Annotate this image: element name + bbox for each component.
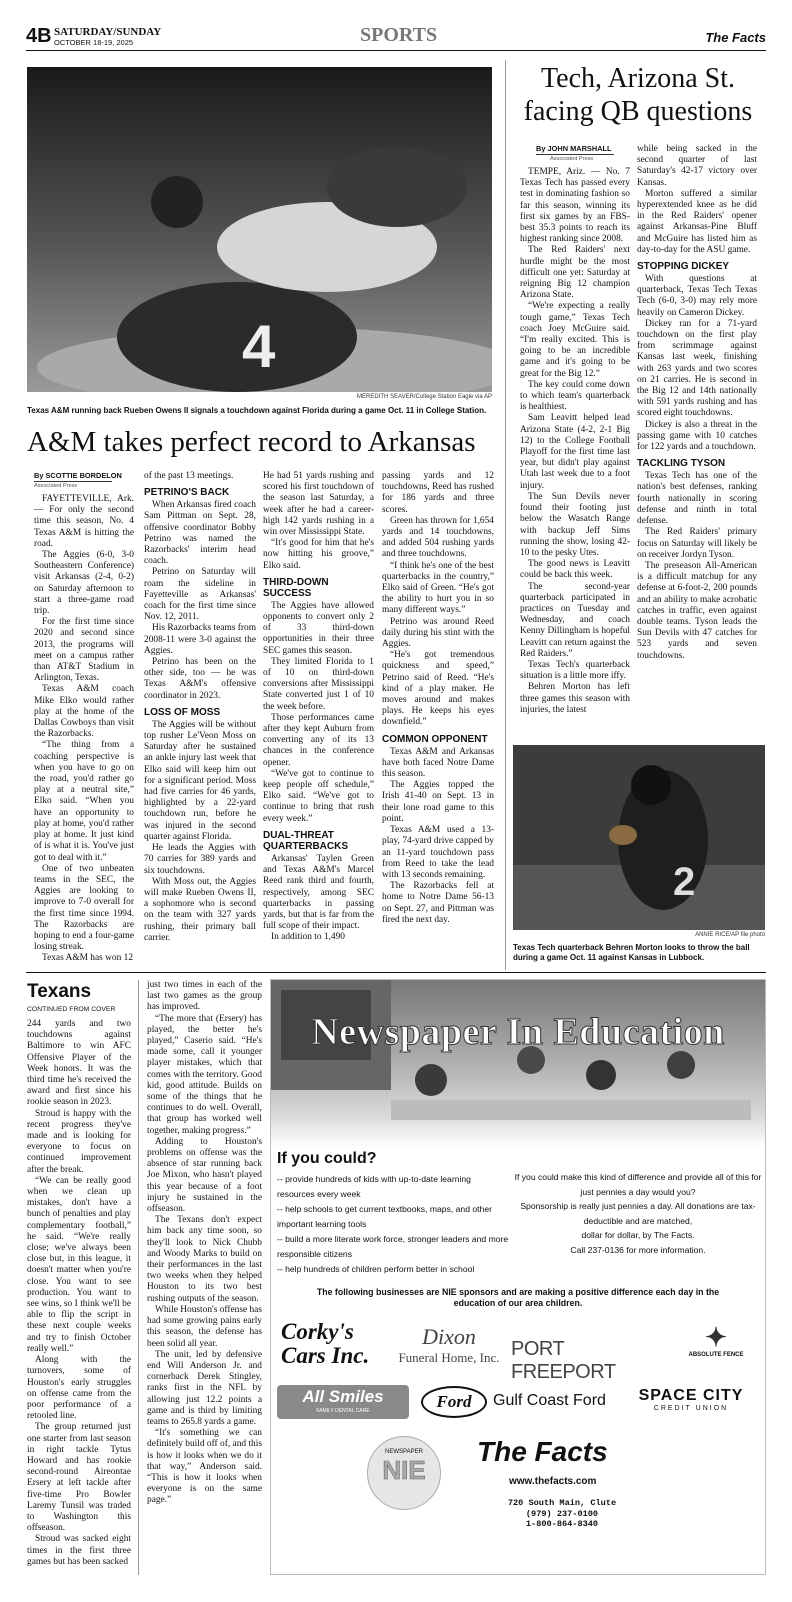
paragraph: Adding to Houston's problems on offense was the absence of star running back Joe Mixon, who hasn't played this year because of a foot injury he sustained in the offseason. [147,1136,262,1215]
phone-2: 1-800-864-8340 [525,1519,599,1529]
main-photo-caption: Texas A&M running back Rueben Owens II signals a touchdown against Florida during a game Oct. 11 in College Station. [27,406,487,415]
subhead: PETRINO'S BACK [144,487,230,499]
tech-column-1 [520,144,630,716]
paragraph: One of two unbeaten teams in the SEC, the Aggies are looking to improve to 7-0 overall for the first time since 1994. The Razorbacks are hoping to end a four-game losing streak. [34,863,134,953]
header-rule [26,50,766,51]
subhead: THIRD-DOWN SUCCESS [263,576,329,599]
all-smiles-logo [277,1385,409,1419]
nie-bullet: -- help schools to get current textbooks, maps, and other important learning tools [277,1204,492,1229]
continued-label: CONTINUED FROM COVER [27,1006,116,1013]
svg-text:2: 2 [673,860,696,904]
paragraph: The good news is Leavitt could be back this week. [520,559,630,581]
paragraph: The Sun Devils never found their footing just below the Wasatch Range with backup Jeff Sims running the show, losing 42-10 to the pesky Utes. [520,491,630,558]
classroom-image [271,980,765,1148]
sponsors-intro: The following businesses are NIE sponsors and are making a positive difference each day in the education of our area children. [316,1287,720,1308]
gulf-coast-ford-logo: Gulf Coast Ford [493,1392,606,1409]
paragraph: Texas A&M and Arkansas have both faced Notre Dame this season. [382,746,494,780]
nie-logo [367,1436,441,1510]
space-city-text: SPACE CITY [638,1387,744,1404]
corkys-line-1: Corky's [281,1319,354,1344]
subhead: TACKLING TYSON [637,458,726,470]
all-smiles-text: All Smiles [302,1387,384,1406]
paragraph: Behren Morton has left three games this season with injuries, the latest [520,682,630,715]
subhead: DUAL-THREAT QUARTERBACKS [263,829,348,852]
paragraph: FAYETTEVILLE, Ark. — For only the second time this season, No. 4 Texas A&M is hitting the road. [34,494,134,549]
section-name: SPORTS [360,24,438,46]
nie-bullets [277,1172,509,1277]
paragraph: Texas Tech has one of the nation's best defenses, ranking fourth nationally in scoring defense and ninth in total defense. [637,471,757,527]
paragraph: of the past 13 meetings. [144,471,234,481]
paragraph: With Moss out, the Aggies will make Rueben Owens II, a sophomore who is second on the team with 327 yards rushing, their primary ball carrier. [144,876,256,943]
corkys-line-2: Cars Inc. [281,1343,370,1368]
all-smiles-sub: FAMILY DENTAL CARE [316,1408,370,1414]
nie-right-line: Call 237-0136 for more information. [570,1244,706,1255]
nie-title: Newspaper In Education [311,1011,725,1053]
the-facts-logo: The Facts [477,1436,608,1467]
paragraph: For the first time since 2020 and second since 2013, the programs will meet on a campus rather than AT&T Stadium in Arlington, Texas. [34,617,134,684]
paragraph: In addition to 1,490 [271,932,345,943]
paragraph: The unit, led by defensive end Will Anderson Jr. and cornerback Derek Stingley, ranks first in the NFL by allowing just 12.2 points a game and is third by limiting teams to 265.8 yards a game. [147,1349,262,1427]
paragraph: The Razorbacks fell at home to Notre Dame 56-13 on Sept. 27, and Pittman was fired the next day. [382,881,494,925]
paragraph: Morton suffered a similar hyperextended knee as he did in the Red Raiders' opener against Arkansas-Pine Bluff and McGuire has listed him as day-to-day for the ASU game. [637,188,757,255]
paragraph: Petrino on Saturday will roam the sideline in Fayetteville as Arkansas' coach for the first time since Nov. 12, 2011. [144,567,256,623]
paragraph: Green has thrown for 1,654 yards and 14 touchdowns, and added 504 rushing yards and three touchdowns. [382,515,494,560]
paragraph: Sam Leavitt helped lead Arizona State (4-2, 2-1 Big 12) to the College Football Playoff for the first time last year, but didn't play against Utah last week due to a foot injury. [520,413,630,491]
paragraph: The Red Raiders' primary focus on Saturday will likely be on receiver Jordyn Tyson. [637,527,757,560]
subhead: LOSS OF MOSS [144,706,221,718]
paragraph: With questions at quarterback, Texas Tech Texas Tech (6-0, 3-0) may rely more heavily on Cameron Dickey. [637,274,757,318]
paragraph: TEMPE, Ariz. — No. 7 Texas Tech has passed every test in dominating fashion so far this season, winning its first six games by an FBS-best 35.3 points to reach its highest ranking since 2008. [520,167,630,245]
paragraph: The group returned just one starter from last season in right tackle Tytus Howard and has rookie second-round Aireontae Ersery at left tackle after five-time Pro Bowler Laremy Tunsil was traded to Washington this offseason. [27,1422,131,1534]
paragraph: passing yards and 12 touchdowns, Reed has rushed for 186 yards and three scores. [382,471,494,515]
header-date: OCTOBER 18-19, 2025 [54,38,134,47]
nie-question: If you could? [277,1150,377,1167]
tech-byline: By JOHN MARSHALL [536,144,612,153]
tech-headline [510,62,766,128]
paragraph: When Arkansas fired coach Sam Pittman on Sept. 28, offensive coordinator Bobby Petrino was named the Razorbacks' interim head coach. [144,500,256,567]
paragraph: “The thing from a coaching perspective is when you have to go on the road, you'd rather go play at a neutral site,” Elko said. “When you have an opportunity to play at home, you'd rather play at home. It just kind of is what it is. You've just got to deal with it.” [34,740,134,863]
main-photo-credit: MEREDITH SEAVER/College Station Eagle via AP [357,394,492,400]
paper-logo: The Facts [705,30,766,45]
am-column-4 [382,471,494,926]
page-number: 4B [26,25,52,47]
am-column-3 [263,471,374,944]
paragraph: Stroud was sacked eight times in the first three games but has been sacked [27,1534,131,1567]
phone-1: (979) 237-0100 [525,1508,599,1519]
paragraph: “The more that (Ersery) has played, the better he's played,” Caserio said. “He's made some, call it younger player mistakes, which that comes with the territory. Good kid, good attitude. Builds on some of the things that he continues to do well. Overall, that group has worked well together, making progress.” [147,1013,262,1136]
am-headline: A&M takes perfect record to Arkansas [27,426,476,458]
ford-text: Ford [436,1392,472,1411]
paragraph: “We're expecting a really tough game,” Texas Tech coach Joey McGuire said. “I'm really excited. This is going to be an incredible game and it's going to be great for the Big 12.” [520,301,630,379]
paragraph: The Aggies have allowed opponents to convert only 2 of 33 third-down opportunities in their three SEC games this season. [263,600,374,656]
nie-logo-text: NIE [382,1455,426,1485]
dixon-line-2: Funeral Home, Inc. [398,1350,500,1365]
paragraph: “It's good for him that he's now hitting his groove,” Elko said. [263,538,374,571]
port-freeport-logo: PORT FREEPORT [511,1338,616,1383]
nie-right-text [513,1170,763,1257]
paragraph: 244 yards and two touchdowns against Baltimore to win AFC Offensive Player of the Week honors. It was the third time he's received the award and first since his rookie season in 2023. [27,1019,131,1108]
quarterback-image [513,745,765,930]
nie-right-line: Sponsorship is really just pennies a day. All donations are tax-deductible and are matched, [520,1201,756,1226]
paragraph: while being sacked in the second quarter of last Saturday's 42-17 victory over Kansas. [637,144,757,188]
paragraph: The second-year quarterback participated in practices on Tuesday and Wednesday, and coach Kenny Dillingham is hopeful Leavitt can return against the Red Raiders.” [520,581,630,659]
credit-union-text: CREDIT UNION [653,1405,729,1412]
absolute-fence-logo [673,1322,759,1358]
nie-logo-top: NEWSPAPER [385,1449,423,1455]
paragraph: Petrino has been on the other side, too — he was Texas A&M's offensive coordinator in 2023. [144,657,256,701]
nie-bullet: -- help hundreds of children perform better in school [277,1264,475,1274]
texans-column-2 [147,980,262,1507]
paragraph: Stroud is happy with the recent progress they've made and is looking for everyone to focus on continued improvement after the break. [27,1108,131,1175]
tech-headline-line-1: Tech, Arizona St. [541,63,735,94]
byline-rule [34,481,112,482]
header-day: SATURDAY/SUNDAY [54,26,162,38]
tech-photo [513,745,765,930]
space-city-logo [621,1387,761,1412]
paragraph: Texas Tech's quarterback situation is a little more iffy. [520,659,630,682]
paragraph: Texas A&M used a 13-play, 74-yard drive capped by an 11-yard touchdown pass from Reed to take the lead with 13 seconds remaining. [382,825,494,880]
byline-rule [536,154,614,155]
paragraph: “He's got tremendous quickness and speed,” Petrino said of Reed. “He's kind of a play maker. He moves around and makes plays. He keeps his eyes downfield.” [382,650,494,728]
subhead: STOPPING DICKEY [637,261,730,273]
paragraph: Texas A&M coach Mike Elko would rather play at the home of the Dallas Cowboys than visit the Razorbacks. [34,684,134,740]
paragraph: Petrino was around Reed daily during his stint with the Aggies. [382,616,494,650]
paragraph: The Texans don't expect him back any time soon, so they'll look to Nick Chubb and Woody Marks to build on their performances in the last two weeks when they helped Houston to its two best rushing outputs of the season. [147,1215,262,1304]
column-rule [138,980,139,1575]
tech-headline-line-2: facing QB questions [523,96,753,127]
dixon-line-1: Dixon [422,1324,476,1349]
corkys-cars-logo [281,1320,401,1380]
am-column-2 [144,471,256,944]
tech-photo-caption: Texas Tech quarterback Behren Morton looks to throw the ball during a game Oct. 11 against Kansas in Lubbock. [513,943,750,962]
paragraph: Dickey is also a threat in the passing game with 10 catches for 122 yards and a touchdown. [637,419,757,453]
paragraph: They limited Florida to 1 of 10 on third-down conversions after Mississippi State converted just 1 of 10 the week before. [263,656,374,712]
section-divider [26,972,766,973]
page-header [26,24,766,50]
main-photo [27,67,492,392]
texans-column-1 [27,1019,131,1568]
paragraph: Dickey ran for a 71-yard touchdown on the first play from scrimmage against Kansas last week, finishing with 263 yards and two scores on 21 carries. He is second in the Big 12 and 14th nationally with 591 yards rushing and has scored eight touchdowns. [637,318,757,419]
paragraph: “We can be really good when we clean up mistakes, don't have a bunch of penalties and play complementary football,” he said. “We're really close; we've always been close but, in this league, it doesn't matter when you're close. You want to see production. You want to see wins, so I think we'll be able to flip the script in these next couple weeks and try to finish October really well.” [27,1175,131,1354]
subhead: COMMON OPPONENT [382,733,488,745]
nie-right-line: dollar for dollar, by The Facts. [581,1230,695,1240]
classroom-photo [271,980,765,1148]
paragraph: “We've got to continue to keep people off schedule,” Elko said. “We've got to continue to bring that rush every week.” [263,768,374,824]
absolute-fence-text: ABSOLUTE FENCE [688,1352,744,1358]
football-player-image [27,67,492,392]
nie-right-line: If you could make this kind of difference and provide all of this for just pennies a day would you? [514,1172,762,1197]
am-byline: By SCOTTIE BORDELON [34,471,122,480]
paragraph: Along with the turnovers, some of Houston's early struggles on offense came from the poor performance of a retooled line. [27,1355,131,1422]
ford-logo [421,1386,487,1418]
texans-headline: Texans [27,981,92,1002]
paragraph: “It's something we can definitely build off of, and this is how it looks when we do it that way,” Anderson said. “This is how it looks when everyone is on the same page.” [147,1428,262,1506]
tech-column-2 [637,144,757,662]
address: 720 South Main, Clute [507,1498,617,1508]
website-link[interactable]: www.thefacts.com [509,1476,597,1487]
paragraph: The Aggies topped the Irish 41-40 on Sept. 13 in their lone road game to this point. [382,780,494,824]
absolute-fence-icon: ✦ [705,1322,727,1352]
nie-bullet: -- build a more literate work force, stronger leaders and more responsible citizens [277,1234,509,1259]
paragraph: He had 51 yards rushing and scored his first touchdown of the season last Saturday, a week after he had a career-high 142 yards rushing in a win over Mississippi State. [263,471,374,538]
paragraph: Arkansas' Taylen Green and Texas A&M's Marcel Reed rank third and fourth, respectively, among SEC quarterbacks in passing yards, but that is far from the full scope of their impact. [263,853,374,932]
paragraph: The Aggies (6-0, 3-0 Southeastern Conference) visit Arkansas (2-4, 0-2) on Saturday afternoon to start a three-game road trip. [34,550,134,617]
paragraph: Texas A&M has won 12 [42,953,134,964]
paragraph: He leads the Aggies with 70 carries for 389 yards and six touchdowns. [144,843,256,876]
paragraph: Those performances came after they kept Auburn from converting any of its 13 chances in the conference opener. [263,712,374,768]
paragraph: The Red Raiders' next hurdle might be the most difficult one yet: Saturday at reigning Big 12 champion Arizona State. [520,245,630,301]
column-rule [505,60,506,970]
paragraph: The Aggies will be without top rusher Le'Veon Moss on Saturday after he sustained an ankle injury last week that Elko said will keep him out for a significant period. Moss had five carries for 46 yards, highlighted by a 22-yard touchdown run, before he was injured in the second quarter against Florida. [144,719,256,842]
tech-photo-credit: ANNIE RICE/AP file photo [695,932,765,938]
am-byline-sub: Associated Press [34,483,78,489]
nie-bullet: -- provide hundreds of kids with up-to-date learning resources every week [277,1174,471,1199]
contact-info [507,1498,617,1530]
tech-byline-sub: Associated Press [550,156,594,162]
nie-ad [270,979,766,1575]
dixon-logo [389,1324,509,1366]
am-column-1 [34,471,134,965]
paragraph: The key could come down to which team's quarterback is healthiest. [520,379,630,413]
paragraph: While Houston's offense has had some growing pains early this season, the defense has been solid all year. [147,1304,262,1349]
paragraph: His Razorbacks teams from 2008-11 were 3-0 against the Aggies. [144,623,256,656]
paragraph: just two times in each of the last two games as the group has improved. [147,980,262,1013]
paragraph: “I think he's one of the best quarterbacks in the country,” Elko said of Green. “He's got the ability to hurt you in so many different ways.” [382,560,494,616]
paragraph: The preseason All-American is a difficult matchup for any defense at 6-foot-2, 200 pounds and an ability to make acrobatic catches in traffic, even against double teams. Tyson leads the Sun Devils with 47 catches for 523 yards and seven touchdowns. [637,560,758,661]
svg-text:4: 4 [242,313,276,380]
